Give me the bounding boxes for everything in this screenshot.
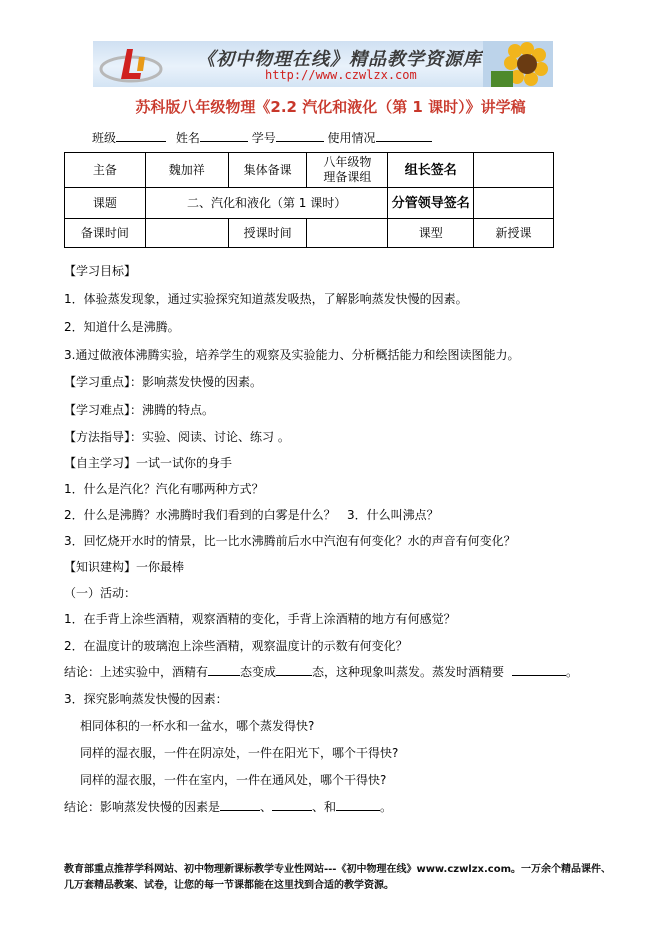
number-field[interactable]: [276, 129, 324, 142]
topic-value: 二、汽化和液化（第 1 课时）: [145, 188, 387, 219]
page-footer: [64, 862, 624, 894]
banner-url[interactable]: http://www.czwlzx.com: [265, 68, 417, 82]
blank-state-to[interactable]: [276, 663, 312, 676]
class-field[interactable]: [116, 129, 166, 142]
page-title: 苏科版八年级物理《2.2 汽化和液化（第 1 课时）》讲学稿: [135, 98, 526, 116]
activity-heading: （一）活动：: [64, 586, 137, 600]
section-self-study: 【自主学习】一试一试你的身手: [64, 456, 233, 470]
section-method: 【方法指导】：实验、阅读、讨论、练习 。: [64, 430, 290, 444]
logo-icon: [95, 43, 167, 85]
teach-time-label: 授课时间: [228, 219, 307, 248]
activity-1: 1．在手背上涂些酒精，观察酒精的变化，手背上涂酒精的地方有何感觉？: [64, 612, 456, 626]
conclusion-1-part-b: 态变成: [240, 665, 277, 679]
sunflower-icon: [483, 41, 553, 87]
question-1: 1．什么是汽化？汽化有哪两种方式？: [64, 482, 264, 496]
usage-field[interactable]: [376, 129, 432, 142]
prep-time-field[interactable]: [145, 219, 228, 248]
blank-state-from[interactable]: [208, 663, 240, 676]
conclusion-2-part-b: 、: [260, 800, 273, 814]
activity-3: 3．探究影响蒸发快慢的因素：: [64, 692, 228, 706]
question-3: 3．什么叫沸点？: [347, 508, 439, 522]
admin-sign-label: 分管领导签名: [388, 188, 474, 219]
goal-2: 2．知道什么是沸腾。: [64, 320, 180, 334]
topic-label: 课题: [65, 188, 146, 219]
main-prep-label: 主备: [65, 153, 146, 188]
conclusion-1-part-d: 。: [566, 665, 579, 679]
conclusion-1-part-a: 结论：上述实验中，酒精有: [64, 665, 209, 679]
blank-factor-3[interactable]: [336, 798, 380, 811]
question-2: 2．什么是沸腾？水沸腾时我们看到的白雾是什么？: [64, 508, 336, 522]
section-key-point: 【学习重点】：影响蒸发快慢的因素。: [64, 375, 263, 389]
banner-title: 《初中物理在线》精品教学资源库: [197, 49, 482, 70]
teach-time-field[interactable]: [307, 219, 388, 248]
student-info-line: [92, 129, 432, 146]
conclusion-2-part-d: 。: [380, 800, 393, 814]
blank-factor-2[interactable]: [272, 798, 312, 811]
section-goals: 【学习目标】: [64, 264, 137, 278]
usage-label: 使用情况: [327, 131, 376, 145]
inquiry-1: 相同体积的一杯水和一盆水，哪个蒸发得快?: [80, 719, 315, 733]
number-label: 学号: [251, 131, 276, 145]
leader-sign-field[interactable]: [474, 153, 554, 188]
name-field[interactable]: [200, 129, 248, 142]
footer-line-2: 几万套精品教案、试卷，让您的每一节课都能在这里找到合适的教学资源。: [64, 880, 394, 891]
conclusion-2-part-c: 、和: [312, 800, 337, 814]
blank-heat[interactable]: [512, 663, 566, 676]
prep-group-cell: [307, 153, 388, 188]
collective-prep-label: 集体备课: [228, 153, 307, 188]
inquiry-2: 同样的湿衣服，一件在阴凉处，一件在阳光下，哪个干得快?: [80, 746, 399, 760]
section-difficulty: 【学习难点】：沸腾的特点。: [64, 403, 215, 417]
goal-3: 3.通过做液体沸腾实验，培养学生的观察及实验能力、分析概括能力和绘图读图能力。: [64, 348, 520, 362]
admin-sign-field[interactable]: [474, 188, 554, 219]
conclusion-2-part-a: 结论：影响蒸发快慢的因素是: [64, 800, 221, 814]
blank-factor-1[interactable]: [220, 798, 260, 811]
prep-group-line2: 理备课组: [323, 170, 372, 184]
lesson-type-label: 课型: [388, 219, 474, 248]
name-label: 姓名: [175, 131, 200, 145]
footer-line-1: 教育部重点推荐学科网站、初中物理新课标教学专业性网站---《初中物理在线》www.czwlzx.com。一万余个精品课件、: [64, 864, 612, 875]
inquiry-3: 同样的湿衣服，一件在室内，一件在通风处，哪个干得快?: [80, 773, 387, 787]
header-banner: [93, 41, 553, 87]
activity-2: 2．在温度计的玻璃泡上涂些酒精，观察温度计的示数有何变化？: [64, 639, 408, 653]
lesson-type-value: 新授课: [474, 219, 554, 248]
main-prep-name: 魏加祥: [145, 153, 228, 188]
prep-group-line1: 八年级物: [323, 155, 372, 169]
conclusion-1: [64, 663, 578, 680]
conclusion-2: [64, 798, 392, 815]
section-knowledge: 【知识建构】一你最棒: [64, 560, 185, 574]
leader-sign-label: 组长签名: [388, 153, 474, 188]
class-label: 班级: [92, 131, 117, 145]
lesson-meta-table: [64, 152, 554, 248]
question-4: 3．回忆烧开水时的情景，比一比水沸腾前后水中汽泡有何变化？水的声音有何变化？: [64, 534, 516, 548]
goal-1: 1．体验蒸发现象，通过实验探究知道蒸发吸热，了解影响蒸发快慢的因素。: [64, 292, 468, 306]
conclusion-1-part-c: 态，这种现象叫蒸发。蒸发时酒精要: [312, 665, 505, 679]
prep-time-label: 备课时间: [65, 219, 146, 248]
